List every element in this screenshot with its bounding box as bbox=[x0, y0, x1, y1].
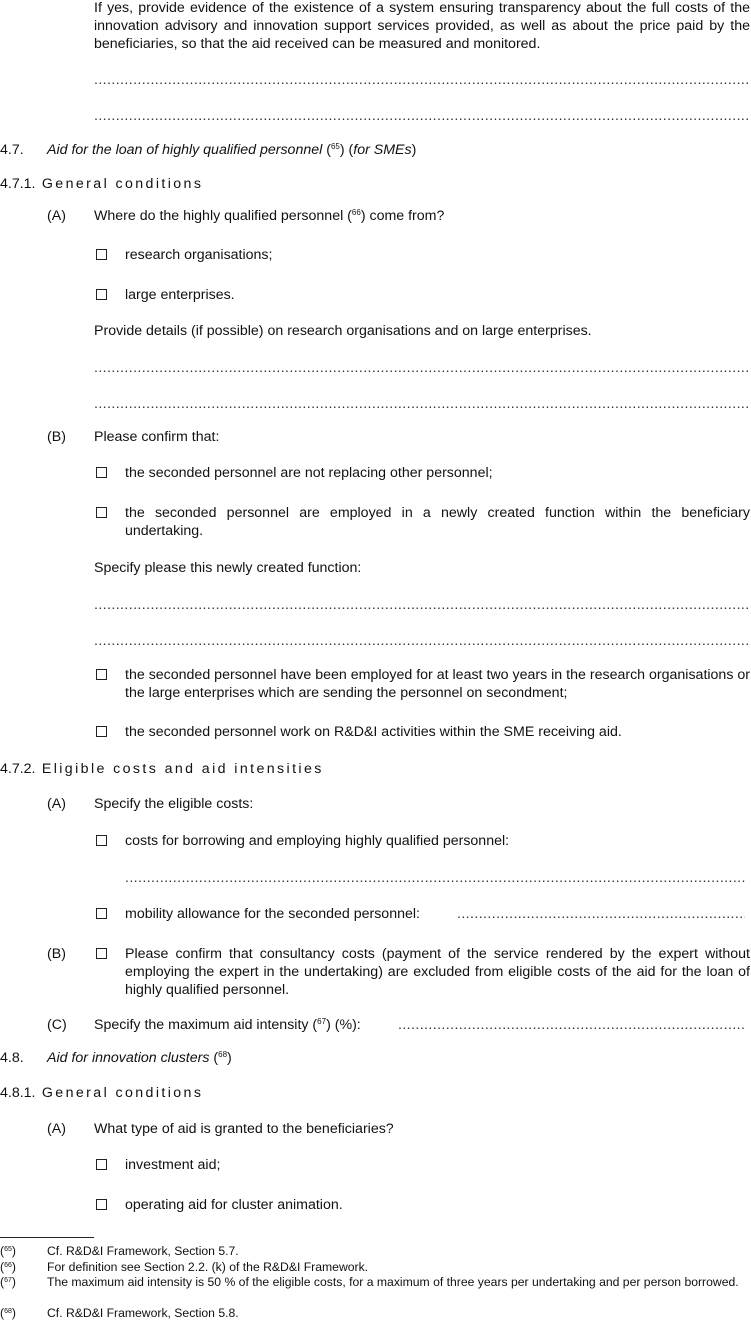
item-letter: (A) bbox=[47, 1121, 66, 1137]
checkbox[interactable] bbox=[96, 726, 107, 737]
question-text: Where do the highly qualified personnel ($^{66}$) come from? bbox=[94, 208, 445, 224]
section-number: 4.7. bbox=[0, 142, 24, 158]
checkbox[interactable] bbox=[96, 249, 107, 260]
item-letter: (C) bbox=[47, 1017, 67, 1033]
checkbox[interactable] bbox=[96, 289, 107, 300]
section-heading: Aid for the loan of highly qualified personnel ($^{65}$) (for SMEs) bbox=[47, 142, 417, 158]
option-label: the seconded personnel are employed in a newly created function within the beneficiary undertaking. bbox=[125, 505, 750, 539]
footnote-text: The maximum aid intensity is 50 % of the eligible costs, for a maximum of three years per undertaking and per person borrowed. bbox=[47, 1275, 739, 1289]
item-letter: (A) bbox=[47, 796, 66, 812]
answer-line[interactable] bbox=[125, 869, 745, 887]
checkbox[interactable] bbox=[96, 948, 107, 959]
checkbox[interactable] bbox=[96, 908, 107, 919]
option-label: the seconded personnel have been employed for at least two years in the research organisations or the large enterprises which are sending the personnel on secondment; bbox=[125, 667, 750, 701]
answer-line[interactable] bbox=[457, 905, 745, 923]
item-letter: (B) bbox=[47, 429, 66, 445]
question-text: Specify the maximum aid intensity ($^{67}$) (%): bbox=[94, 1017, 361, 1033]
option-label: operating aid for cluster animation. bbox=[125, 1197, 343, 1213]
footnote-ref: ($^{65}$) bbox=[0, 1244, 16, 1258]
section-number: 4.8. bbox=[0, 1050, 24, 1066]
section-title: Aid for the loan of highly qualified personnel bbox=[47, 142, 323, 158]
option-label: the seconded personnel are not replacing other personnel; bbox=[125, 465, 493, 481]
question-text: Specify the eligible costs: bbox=[94, 796, 254, 812]
option-label: investment aid; bbox=[125, 1157, 221, 1173]
footnote-ref: 66 bbox=[351, 208, 361, 217]
section-scope: for SMEs bbox=[353, 142, 412, 158]
section-title: Aid for innovation clusters bbox=[47, 1050, 210, 1066]
answer-line[interactable] bbox=[94, 71, 750, 89]
footnote-text: Cf. R&D&I Framework, Section 5.8. bbox=[47, 1306, 239, 1320]
answer-line[interactable] bbox=[94, 395, 750, 413]
checkbox[interactable] bbox=[96, 1159, 107, 1170]
checkbox[interactable] bbox=[96, 669, 107, 680]
subsection-heading: 4.7.1. General conditions bbox=[0, 176, 204, 192]
footnote-ref: 65 bbox=[330, 142, 340, 151]
answer-line[interactable] bbox=[94, 596, 750, 614]
footnote-text: Cf. R&D&I Framework, Section 5.7. bbox=[47, 1244, 239, 1258]
footnote-text: For definition see Section 2.2. (k) of the R&D&I Framework. bbox=[47, 1260, 369, 1274]
checkbox[interactable] bbox=[96, 835, 107, 846]
confirm-text: Please confirm that consultancy costs (payment of the service rendered by the expert without employing the expert in the undertaking) are excluded from eligible costs of the aid for the loan of highly qualified personnel. bbox=[125, 946, 750, 998]
option-label: research organisations; bbox=[125, 247, 273, 263]
item-letter: (A) bbox=[47, 208, 66, 224]
subsection-heading: 4.8.1. General conditions bbox=[0, 1085, 204, 1101]
checkbox[interactable] bbox=[96, 1199, 107, 1210]
footnote-ref: 67 bbox=[317, 1017, 327, 1026]
question-text: Please confirm that: bbox=[94, 429, 220, 445]
checkbox[interactable] bbox=[96, 467, 107, 478]
question-text: What type of aid is granted to the beneficiaries? bbox=[94, 1121, 394, 1137]
option-label: the seconded personnel work on R&D&I activities within the SME receiving aid. bbox=[125, 724, 622, 740]
checkbox[interactable] bbox=[96, 507, 107, 518]
option-label: costs for borrowing and employing highly qualified personnel: bbox=[125, 833, 510, 849]
subsection-heading: 4.7.2. Eligible costs and aid intensities bbox=[0, 761, 324, 777]
details-prompt: Provide details (if possible) on research organisations and on large enterprises. bbox=[94, 323, 592, 339]
section-heading: Aid for innovation clusters ($^{68}$) bbox=[47, 1050, 232, 1066]
item-letter: (B) bbox=[47, 946, 66, 962]
footnote-ref: 68 bbox=[218, 1050, 228, 1059]
footnote-separator bbox=[0, 1237, 94, 1238]
answer-line[interactable] bbox=[94, 632, 750, 650]
option-label: large enterprises. bbox=[125, 287, 235, 303]
footnote-ref: ($^{66}$) bbox=[0, 1260, 16, 1274]
footnote-ref: ($^{68}$) bbox=[0, 1306, 16, 1320]
answer-line[interactable] bbox=[398, 1016, 745, 1034]
specify-prompt: Specify please this newly created function: bbox=[94, 560, 362, 576]
footnote-ref: ($^{67}$) bbox=[0, 1275, 16, 1289]
answer-line[interactable] bbox=[94, 107, 750, 125]
intro-paragraph: If yes, provide evidence of the existence of a system ensuring transparency about the full costs of the innovation advisory and innovation support services provided, as well as about the price paid by the beneficiaries, so that the aid received can be measured and monitored. bbox=[94, 0, 750, 52]
answer-line[interactable] bbox=[94, 359, 750, 377]
option-label: mobility allowance for the seconded personnel: bbox=[125, 906, 420, 922]
